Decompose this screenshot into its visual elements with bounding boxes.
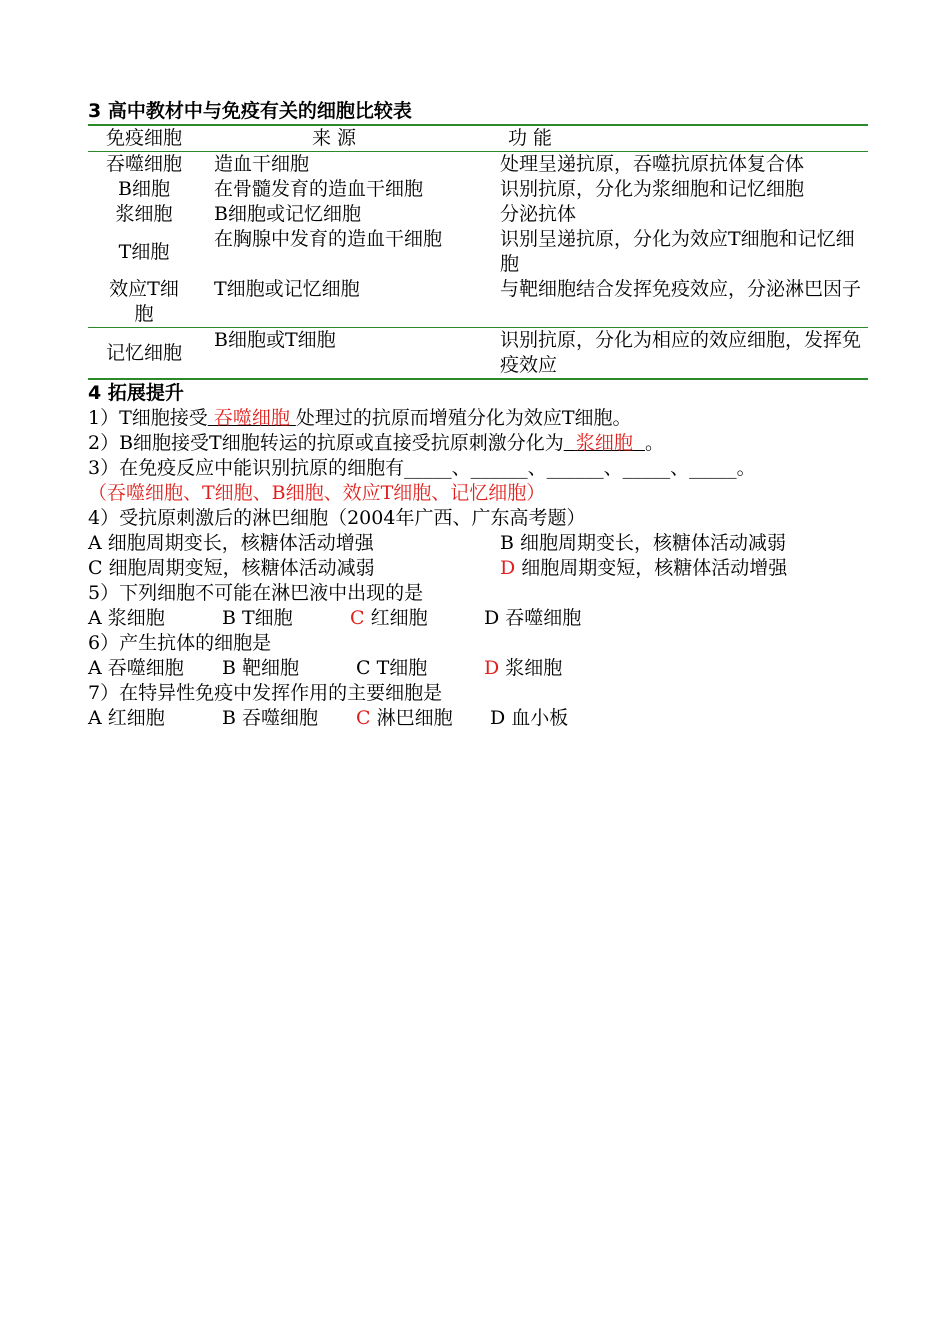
row-function: 分泌抗体 (500, 203, 577, 225)
row-cell-name: B细胞 (118, 178, 170, 200)
table-row (88, 177, 868, 202)
row-cell-name: 吞噬细胞 (105, 153, 182, 175)
q4-option-d-text: 细胞周期变短，核糖体活动增强 (515, 557, 788, 579)
q4-option-d-letter: D (500, 557, 516, 579)
question-3: 3）在免疫反应中能识别抗原的细胞有_____、______、______、_____、_____。 (88, 457, 756, 479)
row-source: 造血干细胞 (214, 153, 310, 175)
q6-options-row (88, 656, 868, 681)
table-row (88, 277, 868, 327)
q1-answer-text: 吞噬细胞 (213, 407, 290, 429)
q5-option-c (350, 606, 484, 631)
q4-option-c: C 细胞周期变短，核糖体活动减弱 (88, 557, 375, 579)
q6-option-d-letter: D (484, 657, 500, 679)
header-source: 来 源 (312, 127, 357, 149)
q4-option-b: B 细胞周期变长，核糖体活动减弱 (500, 532, 787, 554)
q5-option-d: D 吞噬细胞 (484, 607, 582, 629)
q6-option-b: B 靶细胞 (222, 657, 300, 679)
row-cell-name: T细胞 (118, 240, 170, 263)
row-function: 与靶细胞结合发挥免疫效应，分泌淋巴因子 (500, 278, 862, 300)
q7-option-c-text: 淋巴细胞 (370, 707, 453, 729)
q5-option-c-letter: C (350, 607, 365, 629)
q5-option-c-text: 红细胞 (364, 607, 428, 629)
row-source: B细胞或T细胞 (214, 329, 336, 351)
row-source: T细胞或记忆细胞 (214, 278, 360, 300)
row-function: 识别抗原，分化为浆细胞和记忆细胞 (500, 178, 805, 200)
row-cell-name: 浆细胞 (115, 203, 173, 225)
q7-option-c (356, 706, 490, 731)
row-function: 识别呈递抗原，分化为效应T细胞和记忆细胞 (500, 228, 855, 275)
row-function: 处理呈递抗原，吞噬抗原抗体复合体 (500, 153, 805, 175)
table-row (88, 152, 868, 177)
q5-option-a: A 浆细胞 (88, 607, 165, 629)
q7-option-b: B 吞噬细胞 (222, 707, 319, 729)
q2-answer (564, 432, 645, 454)
q7-option-c-letter: C (356, 707, 371, 729)
immune-cell-comparison-table (88, 124, 868, 380)
row-cell-name: 效应T细胞 (109, 278, 179, 325)
q2-text-after: 。 (644, 432, 664, 454)
table-header-row (88, 126, 868, 151)
q4-options-row-1 (88, 531, 868, 556)
question-4: 4）受抗原刺激后的淋巴细胞（2004年广西、广东高考题） (88, 507, 586, 529)
q4-option-a: A 细胞周期变长，核糖体活动增强 (88, 532, 374, 554)
table-bottom-rule (88, 378, 868, 380)
q2-answer-text: 浆细胞 (575, 432, 633, 454)
header-immune-cell: 免疫细胞 (105, 127, 182, 149)
header-function: 功 能 (508, 127, 553, 149)
q6-option-a: A 吞噬细胞 (88, 657, 184, 679)
section-4-title: 4 拓展提升 (88, 382, 184, 404)
question-1 (88, 406, 868, 431)
q6-option-d-text: 浆细胞 (499, 657, 563, 679)
row-function: 识别抗原，分化为相应的效应细胞，发挥免疫效应 (500, 329, 862, 376)
row-source: 在骨髓发育的造血干细胞 (214, 178, 424, 200)
question-2 (88, 431, 868, 456)
q5-option-b: B T细胞 (222, 607, 293, 629)
row-source: 在胸腺中发育的造血干细胞 (214, 228, 443, 250)
q1-answer (208, 407, 296, 429)
q4-options-row-2 (88, 556, 868, 581)
table-row (88, 328, 868, 378)
q4-option-d (500, 556, 787, 581)
row-source: B细胞或记忆细胞 (214, 203, 361, 225)
q2-text-before: 2）B细胞接受T细胞转运的抗原或直接受抗原刺激分化为 (88, 432, 564, 454)
table-row (88, 202, 868, 227)
section-3-title: 3 高中教材中与免疫有关的细胞比较表 (88, 100, 412, 122)
row-cell-name: 记忆细胞 (105, 341, 182, 364)
q5-options-row (88, 606, 868, 631)
q7-option-d: D 血小板 (490, 707, 569, 729)
table-row (88, 227, 868, 277)
q6-option-c: C T细胞 (356, 657, 428, 679)
document-page (88, 98, 868, 731)
q1-text-after: 处理过的抗原而增殖分化为效应T细胞。 (295, 407, 632, 429)
q7-options-row (88, 706, 868, 731)
question-5: 5）下列细胞不可能在淋巴液中出现的是 (88, 582, 424, 604)
question-7: 7）在特异性免疫中发挥作用的主要细胞是 (88, 682, 443, 704)
q7-option-a: A 红细胞 (88, 707, 165, 729)
question-6: 6）产生抗体的细胞是 (88, 632, 272, 654)
q3-answer: （吞噬细胞、T细胞、B细胞、效应T细胞、记忆细胞） (88, 482, 546, 504)
q1-text-before: 1）T细胞接受 (88, 407, 208, 429)
q6-option-d (484, 656, 562, 681)
